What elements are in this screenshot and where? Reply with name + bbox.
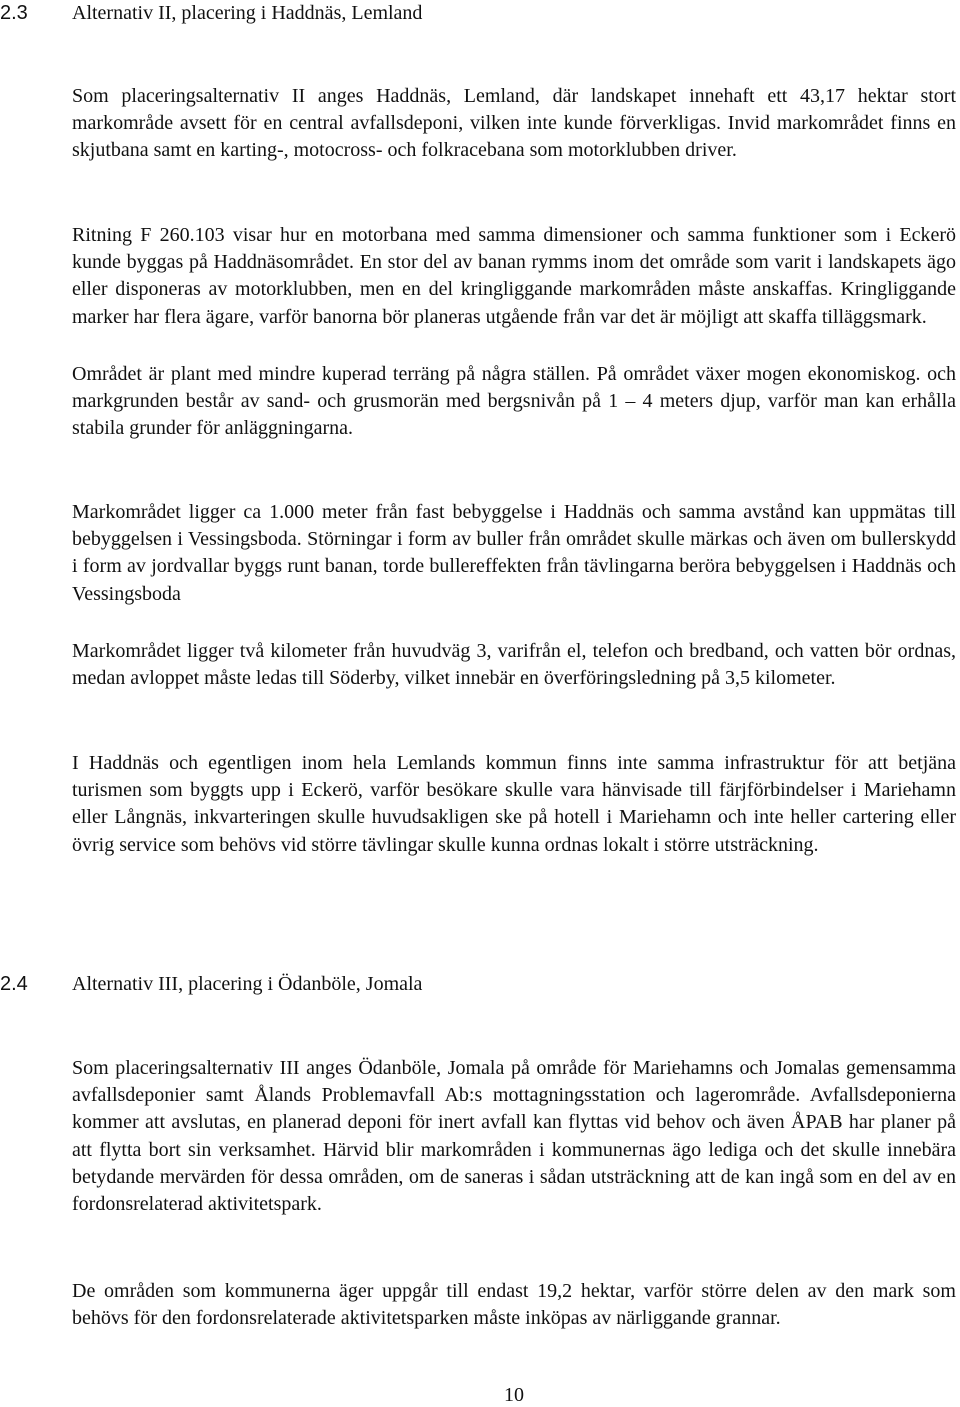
paragraph: Markområdet ligger två kilometer från huvudväg 3, varifrån el, telefon och bredband, och vatten bör ordnas, medan avloppet måste ledas till Söderby, vilket innebär en överföringsledning på 3,5 kilometer. — [72, 640, 956, 690]
paragraph: Området är plant med mindre kuperad terräng på några ställen. På området växer mogen ekonomiskog. och markgrunden består av sand- och grusmorän med bergsnivån på 1 – 4 meters djup, varför man kan erhålla stabila grunder för anläggningarna. — [72, 363, 956, 440]
paragraph: Ritning F 260.103 visar hur en motorbana med samma dimensioner och samma funktioner som i Eckerö kunde byggas på Haddnäsområdet. En stor del av banan rymms inom det område som varit i landskapets ägo eller disponeras av motorklubben, men en del kringliggande markområden måste anskaffas. Kringliggande marker har flera ägare, varför banorna bör planeras utgående från var det är möjligt att skaffa tilläggsmark. — [72, 224, 956, 328]
paragraph: De områden som kommunerna äger uppgår till endast 19,2 hektar, varför större delen av den mark som behövs för den fordonsrelaterade aktivitetsparken måste inköpas av närliggande grannar. — [72, 1280, 956, 1330]
paragraph: Markområdet ligger ca 1.000 meter från fast bebyggelse i Haddnäs och samma avstånd kan uppmätas till bebyggelsen i Vessingsboda. Störningar i form av buller från området skulle märkas och även om bullerskydd i form av jordvallar byggs runt banan, torde bullereffekten från tävlingarna beröra bebyggelsen i Haddnäs och Vessingsboda — [72, 501, 956, 605]
section-number: 2.3 — [0, 2, 28, 24]
paragraph: I Haddnäs och egentligen inom hela Lemlands kommun finns inte samma infrastruktur för att betjäna turismen som byggts upp i Eckerö, varför besökare skulle vara hänvisade till färjförbindelser i Mariehamn eller Långnäs, inkvarteringen skulle huvudsakligen ske på hotell i Mariehamn och inte heller cartering eller övrig service som behövs vid större tävlingar skulle kunna ordnas lokalt i större utsträckning. — [72, 752, 956, 856]
section-title: Alternativ II, placering i Haddnäs, Lemland — [72, 2, 423, 24]
page-number: 10 — [504, 1384, 524, 1406]
paragraph: Som placeringsalternativ II anges Haddnäs, Lemland, där landskapet innehaft ett 43,17 hektar stort markområde avsett för en central avfallsdeponi, vilken inte kunde förverkligas. Invid markområdet finns en skjutbana samt en karting-, motocross- och folkracebana som motorklubben driver. — [72, 85, 956, 162]
section-heading-2-3 — [0, 0, 422, 26]
section-title: Alternativ III, placering i Ödanböle, Jomala — [72, 973, 423, 995]
section-number: 2.4 — [0, 973, 28, 995]
paragraph: Som placeringsalternativ III anges Ödanböle, Jomala på område för Mariehamns och Jomalas gemensamma avfallsdeponier samt Ålands Problemavfall Ab:s mottagningsstation och lagerområde. Avfallsdeponierna kommer att avslutas, en planerad deponi för inert avfall kan flyttas vid behov och även ÅPAB har planer på att flytta bort sin verksamhet. Härvid blir markområden i kommunernas ägo lediga och det skulle innebära betydande mervärden för dessa områden, om de saneras i sådan utsträckning att de kan ingå som en del av en fordonsrelaterad aktivitetspark. — [72, 1057, 956, 1216]
section-heading-2-4 — [0, 971, 422, 997]
